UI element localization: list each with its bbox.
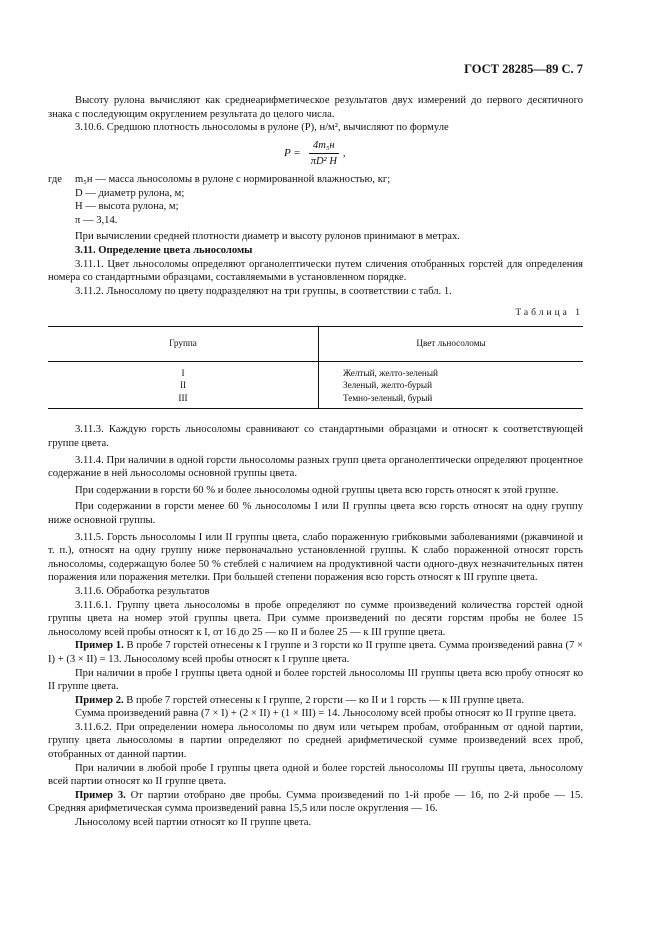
paragraph-metric-units: При вычислении средней плотности диаметр и высоту рулонов принимают в метрах. [75,231,460,243]
example-text: В пробе 7 горстей отнесены к I группе и 3 горсти ко II группе цвета. Сумма произведений равна (7 × I) + (3 × II) = 13. Льносолому всей пробы относят к I группе цвета. [48,640,584,665]
color-groups-table [48,326,583,410]
example-1 [48,639,583,666]
paragraph-roll-height: Высоту рулона вычисляют как среднеарифметическое результатов двух измерений до первого десятичного знака с последующим округлением результата до целого числа. [48,95,583,120]
table-header-color: Цвет льносоломы [319,326,584,361]
table-cell-color: Желтый, желто-зеленый [343,367,438,378]
page-header: ГОСТ 28285—89 С. 7 [464,62,583,76]
paragraph-60-percent-less: При содержании в горсти менее 60 % льносоломы I или II группы цвета всю горсть относят на одну группу ниже основной группы. [48,501,583,526]
example-label: Пример 3. [75,789,126,801]
paragraph-example-1-note: При наличии в пробе I группы цвета одной и более горстей льносоломы III группы цвета всю пробу относят ко II группе цвета. [48,667,583,693]
formula-lhs: P = [284,147,301,160]
document-body [48,94,583,830]
table-cell-group: III [48,392,319,409]
table-header-row [48,326,583,361]
definition-pi [48,214,583,228]
definition-lead: где [48,173,62,185]
example-label: Пример 2. [75,694,124,706]
formula-numerator: 4m₅н [309,139,339,155]
formula-denominator: πD² H [310,156,337,168]
example-label: Пример 1. [75,640,124,652]
table-cell-group: II [48,379,319,392]
paragraph-3-11-5: 3.11.5. Горсть льносоломы I или II группы цвета, слабо пораженную грибковыми заболеваниями (ржавчиной и т. п.), относят на одну группу ниже первоначально установленной группы. К слабо пораженной относят горсть льносоломы, содержащую более 50 % стеблей с наличием на продуктивной части одного-двух незначительных пятен поражения или поражения метелки. При большей степени поражения всю горсть относят к III группе цвета. [48,531,583,584]
definition-text: π — 3,14. [75,214,118,226]
table-header-group: Группа [48,326,319,361]
example-text: В пробе 7 горстей отнесены к I группе, 2 горсти — ко II и 1 горсть — к III группе цвета. [123,694,525,706]
paragraph-3-11-6-1: 3.11.6.1. Группу цвета льносоломы в пробе определяют по сумме произведений количества горстей одной группы цвета на номер этой группы цвета. При сумме произведений по десяти горстям пробы не более 15 льносолому всей пробы относят к I, от 16 до 25 — ко II и более 25 — к III группе цвета. [48,599,583,638]
paragraph-3-10-6: 3.10.6. Средшою плотность льносоломы в рулоне (Р), н/м², вычисляют по формуле [75,122,449,134]
paragraph-3-11-2: 3.11.2. Льносолому по цвету подразделяют на три группы, в соответствии с табл. 1. [75,285,452,297]
section-heading-3-11: 3.11. Определение цвета льносоломы [75,244,253,256]
table-row [48,392,583,409]
example-2 [48,694,583,708]
definition-text: H — высота рулона, м; [75,201,179,213]
definition-mass [48,173,583,187]
paragraph-3-11-3: 3.11.3. Каждую горсть льносоломы сравнивают со стандартными образцами и относят к соответствующей группе цвета. [48,424,583,449]
table-cell-color: Зеленый, желто-бурый [343,380,432,391]
paragraph-3-11-6-2: 3.11.6.2. При определении номера льносоломы по двум или четырем пробам, отобранным от одной партии, группу цвета льносоломы в партии определяют по средней арифметической сумме произведений всех проб, отобранных от данной партии. [48,721,583,761]
table-caption: Таблица 1 [515,308,583,319]
table-cell-color: Темно-зеленый, бурый [319,392,584,409]
paragraph-3-11-1: 3.11.1. Цвет льносоломы определяют органолептически путем сличения отобранных горстей для определения номера со стандартными образцами, составляемыми в установленном порядке. [48,258,583,284]
formula-tail: , [342,147,346,160]
paragraph-3-11-4: 3.11.4. При наличии в одной горсти льносоломы разных групп цвета органолептически определяют процентное содержание в ней льносоломы основной группы цвета. [48,454,583,480]
table-row [48,379,583,392]
definition-diameter [48,187,583,201]
example-text: От партии отобрано две пробы. Сумма произведений по 1-й пробе — 16, по 2-й пробе — 15. Средняя арифметическая сумма произведений равна 15,5 или после округления — 16. [48,789,583,815]
definition-indent [48,200,75,214]
paragraph-final: Льносолому всей партии относят ко II группе цвета. [75,817,312,829]
table-cell-group: I [48,361,319,379]
density-formula [284,139,583,169]
paragraph-3-11-6: 3.11.6. Обработка результатов [75,585,210,597]
table-row [48,361,583,379]
paragraph-60-percent-more: При содержании в горсти 60 % и более льносоломы одной группы цвета всю горсть относят к этой группе. [75,484,559,496]
example-3 [48,789,583,816]
paragraph-3-11-6-2-note: При наличии в любой пробе I группы цвета одной и более горстей льносоломы III группы цвета, льносолому всей партии относят ко II группе цвета. [48,762,583,788]
definition-text: m₅н — масса льносоломы в рулоне с нормированной влажностью, кг; [75,173,391,185]
definition-text: D — диаметр рулона, м; [75,187,185,199]
formula-fraction [307,139,341,169]
paragraph-example-2-sum: Сумма произведений равна (7 × I) + (2 × II) + (1 × III) = 14. Льносолому всей пробы относят ко II группе цвета. [75,708,577,720]
definition-indent [48,187,75,201]
definition-indent [48,214,75,228]
definition-height [48,200,583,214]
